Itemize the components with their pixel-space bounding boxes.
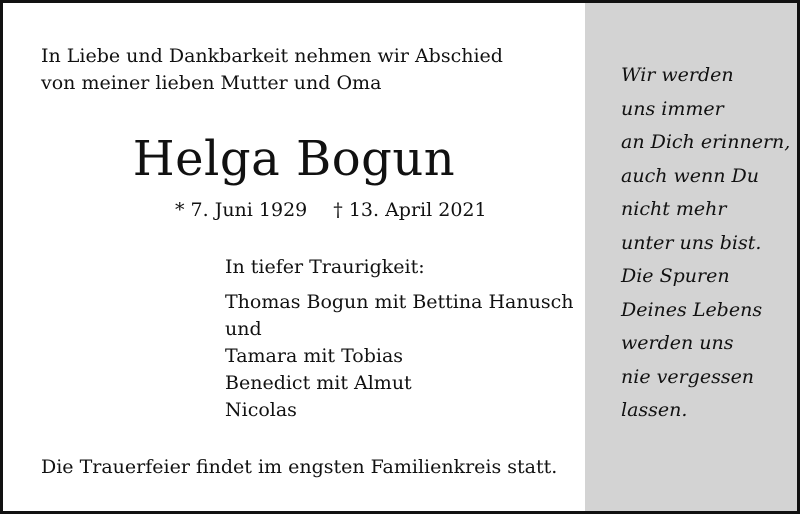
- life-dates: [175, 198, 487, 222]
- intro-text: [41, 43, 503, 97]
- poem-line: Wir werden: [621, 64, 734, 86]
- mourner-name: Thomas Bogun mit Bettina Hanusch: [225, 291, 574, 313]
- memorial-poem: [621, 59, 790, 428]
- poem-line: lassen.: [621, 399, 688, 421]
- poem-line: unter uns bist.: [621, 231, 762, 254]
- mourners-list: [225, 289, 574, 424]
- ceremony-note: Die Trauerfeier findet im engsten Familienkreis statt.: [41, 456, 558, 478]
- intro-line: von meiner lieben Mutter und Oma: [41, 72, 382, 94]
- mourner-name: Tamara mit Tobias: [225, 345, 404, 367]
- poem-line: uns immer: [621, 97, 724, 120]
- intro-line: In Liebe und Dankbarkeit nehmen wir Abschied: [41, 45, 503, 67]
- poem-sidebar: [585, 3, 797, 511]
- poem-line: nicht mehr: [621, 198, 727, 220]
- mourner-name: Benedict mit Almut: [225, 372, 412, 394]
- birth-date: * 7. Juni 1929: [175, 199, 308, 221]
- poem-line: Deines Lebens: [621, 298, 763, 321]
- mourner-name: Nicolas: [225, 399, 297, 421]
- main-column: [3, 3, 585, 511]
- poem-line: an Dich erinnern,: [621, 131, 791, 153]
- poem-line: auch wenn Du: [621, 164, 759, 187]
- mourners-heading: In tiefer Traurigkeit:: [225, 256, 425, 278]
- death-date: † 13. April 2021: [333, 199, 487, 221]
- mourner-name: und: [225, 318, 262, 340]
- poem-line: werden uns: [621, 332, 734, 354]
- mourners-block: [225, 255, 574, 424]
- poem-line: Die Spuren: [621, 265, 730, 287]
- deceased-name: Helga Bogun: [132, 131, 456, 187]
- poem-line: nie vergessen: [621, 365, 755, 388]
